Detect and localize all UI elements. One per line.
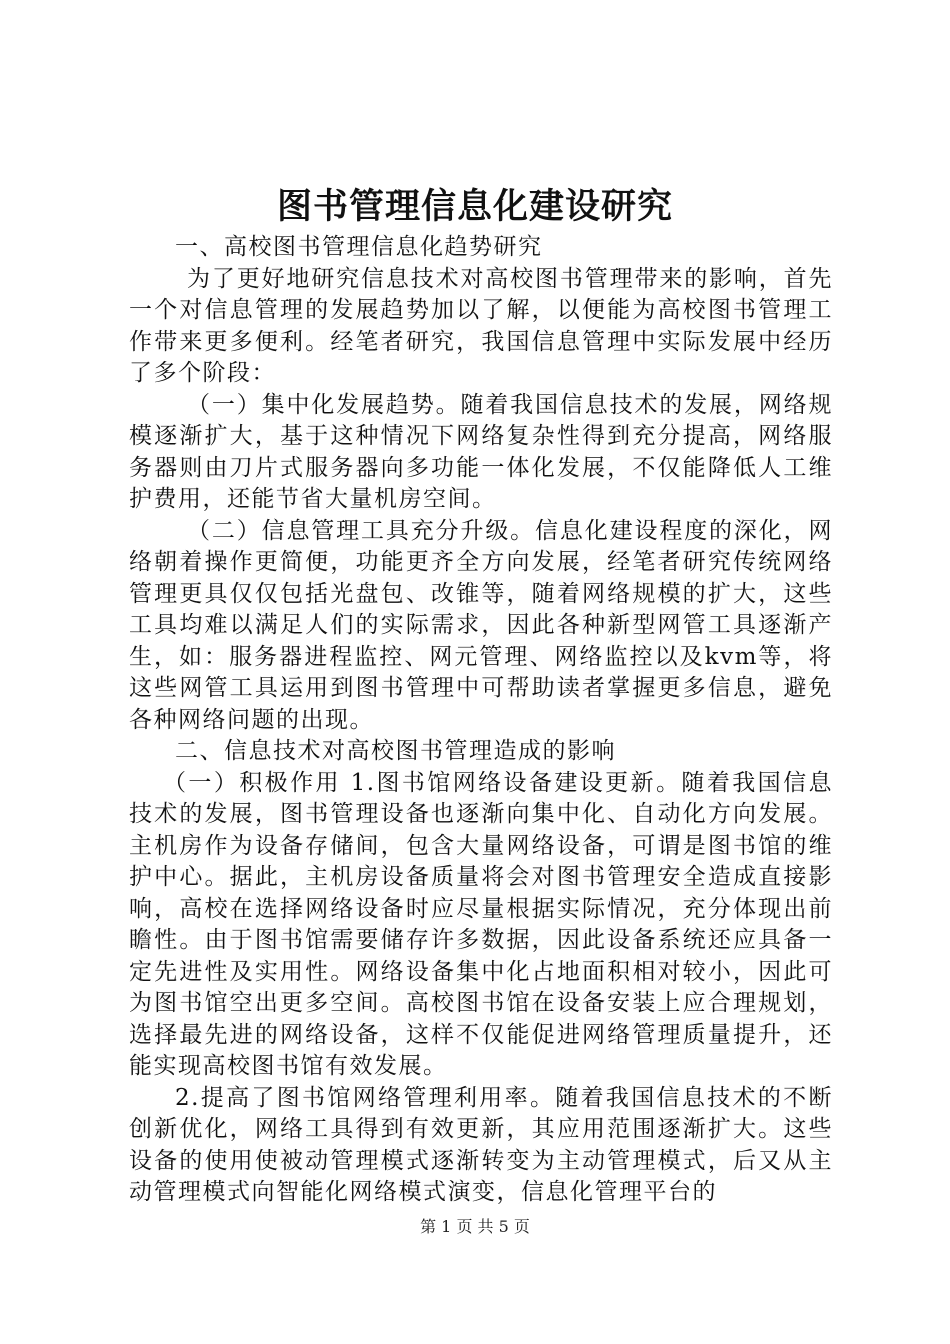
section-heading-1: 一、高校图书管理信息化趋势研究 bbox=[175, 234, 543, 260]
paragraph-intro: 为了更好地研究信息技术对高校图书管理带来的影响，首先一个对信息管理的发展趋势加以了解，以便能为高校图书管理工作带来更多便利。经笔者研究，我国信息管理中实际发展中经历了多个阶段： bbox=[129, 265, 833, 386]
paragraph-utilization: 2.提高了图书馆网络管理利用率。随着我国信息技术的不断创新优化，网络工具得到有效更新，其应用范围逐渐扩大。这些设备的使用使被动管理模式逐渐转变为主动管理模式，后又从主动管理模式向智能化网络模式演变，信息化管理平台的 bbox=[129, 1084, 833, 1205]
page-number-footer: 第 1 页 共 5 页 bbox=[420, 1217, 530, 1236]
section-heading-2: 二、信息技术对高校图书管理造成的影响 bbox=[175, 738, 616, 764]
paragraph-tools-upgrade: （二）信息管理工具充分升级。信息化建设程度的深化，网络朝着操作更简便，功能更齐全方向发展，经笔者研究传统网络管理更具仅仅包括光盘包、改锥等，随着网络规模的扩大，这些工具均难以满足人们的实际需求，因此各种新型网管工具逐渐产生，如：服务器进程监控、网元管理、网络监控以及kvm等，将这些网管工具运用到图书管理中可帮助读者掌握更多信息，避免各种网络问题的出现。 bbox=[129, 517, 833, 733]
paragraph-centralization: （一）集中化发展趋势。随着我国信息技术的发展，网络规模逐渐扩大，基于这种情况下网络复杂性得到充分提高，网络服务器则由刀片式服务器向多功能一体化发展，不仅能降低人工维护费用，还能节省大量机房空间。 bbox=[129, 391, 833, 512]
document-body bbox=[129, 232, 833, 1209]
paragraph-positive-effect: （一）积极作用 1.图书馆网络设备建设更新。随着我国信息技术的发展，图书管理设备也逐渐向集中化、自动化方向发展。主机房作为设备存储间，包含大量网络设备，可谓是图书馆的维护中心。据此，主机房设备质量将会对图书管理安全造成直接影响，高校在选择网络设备时应尽量根据实际情况，充分体现出前瞻性。由于图书馆需要储存许多数据，因此设备系统还应具备一定先进性及实用性。网络设备集中化占地面积相对较小，因此可为图书馆空出更多空间。高校图书馆在设备安装上应合理规划，选择最先进的网络设备，这样不仅能促进网络管理质量提升，还能实现高校图书馆有效发展。 bbox=[129, 769, 833, 1079]
document-title: 图书管理信息化建设研究 bbox=[276, 186, 673, 227]
